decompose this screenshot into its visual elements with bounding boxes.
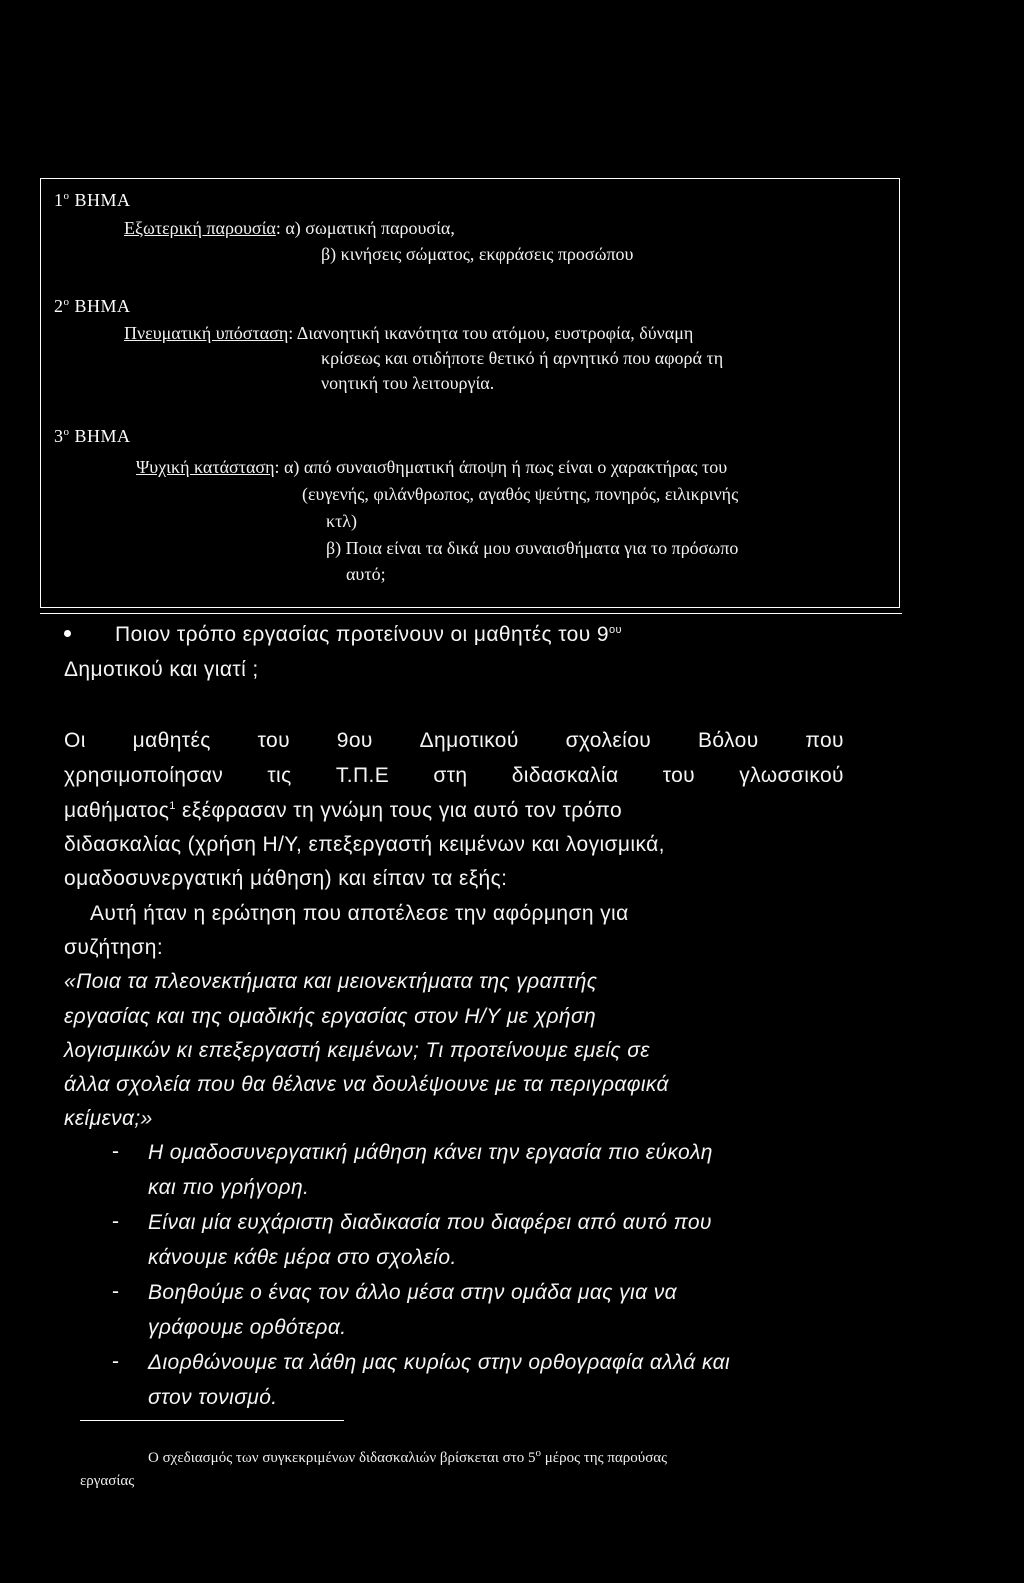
word: τις <box>267 764 292 787</box>
word: διδασκαλία <box>511 764 619 787</box>
paragraph1-line3: μαθήματος$^1$ εξέφρασαν τη γνώμη τους για αυτό τον τρόπο <box>64 799 623 822</box>
dash-item-1-line2: και πιο γρήγορη. <box>148 1176 310 1199</box>
dash-item-4-line1: Διορθώνουμε τα λάθη μας κυρίως στην ορθογραφία αλλά και <box>148 1351 731 1374</box>
word: του <box>662 764 696 787</box>
step3-line5: αυτό; <box>346 564 386 584</box>
paragraph2-line1: Αυτή ήταν η ερώτηση που αποτέλεσε την αφόρμηση για <box>90 902 629 925</box>
step1-heading: $1^o$ ΒΗΜΑ <box>54 190 131 210</box>
question-line1: Ποιον τρόπο εργασίας προτείνουν οι μαθητές του $9^{o\upsilon}$ <box>115 623 622 646</box>
quote-line3: λογισμικών κι επεξεργαστή κειμένων; Τι προτείνουμε εμείς σε <box>64 1039 650 1062</box>
step3-label: Ψυχική κατάσταση <box>136 457 275 477</box>
word: σχολείου <box>565 729 652 752</box>
dash-item-1-line1: Η ομαδοσυνεργατική μάθηση κάνει την εργασία πιο εύκολη <box>148 1141 713 1164</box>
quote-line2: εργασίας και της ομαδικής εργασίας στον Η/Υ με χρήση <box>64 1005 597 1028</box>
word: Βόλου <box>697 729 759 752</box>
question-line2: Δημοτικού και γιατί ; <box>64 658 259 681</box>
word: 9ου <box>336 729 373 752</box>
dash-item-2-line2: κάνουμε κάθε μέρα στο σχολείο. <box>148 1246 457 1269</box>
word: χρησιμοποίησαν <box>64 764 224 787</box>
word: Οι <box>64 729 86 752</box>
word: που <box>805 729 844 752</box>
paragraph1-line1 <box>64 728 844 754</box>
step2-heading: $2^o$ ΒΗΜΑ <box>54 296 131 316</box>
step2-label: Πνευματική υπόσταση <box>124 323 289 343</box>
word: γλωσσικού <box>739 764 844 787</box>
dash-item-1-marker: - <box>112 1140 119 1163</box>
step1-label: Εξωτερική παρουσία <box>124 218 276 238</box>
dash-item-3-marker: - <box>112 1280 119 1303</box>
dash-item-2-marker: - <box>112 1210 119 1233</box>
word: του <box>257 729 290 752</box>
step3-heading: $3^o$ ΒΗΜΑ <box>54 426 131 446</box>
paragraph2-line2: συζήτηση: <box>64 936 164 959</box>
quote-line4: άλλα σχολεία που θα θέλανε να δουλέψουνε με τα περιγραφικά <box>64 1073 669 1096</box>
dash-item-2-line1: Είναι μία ευχάριστη διαδικασία που διαφέρει από αυτό που <box>148 1211 712 1234</box>
dash-item-3-line2: γράφουμε ορθότερα. <box>148 1316 347 1339</box>
bullet-icon <box>64 630 71 637</box>
step2-line2: κρίσεως και οτιδήποτε θετικό ή αρνητικό που αφορά τη <box>321 348 724 368</box>
paragraph1-line2 <box>64 763 844 789</box>
step1-line2: β) κινήσεις σώματος, εκφράσεις προσώπου <box>321 244 634 264</box>
paragraph1-line4: διδασκαλίας (χρήση Η/Υ, επεξεργαστή κειμένων και λογισμικά, <box>64 833 665 856</box>
word: Δημοτικού <box>419 729 519 752</box>
word: μαθητές <box>132 729 211 752</box>
dash-item-3-line1: Βοηθούμε ο ένας τον άλλο μέσα στην ομάδα μας για να <box>148 1281 677 1304</box>
word: στη <box>433 764 468 787</box>
step1-line1: Εξωτερική παρουσία: α) σωματική παρουσία, <box>124 218 455 238</box>
step3-line1: Ψυχική κατάσταση: α) από συναισθηματική άποψη ή πως είναι ο χαρακτήρας του <box>136 457 728 477</box>
step2-line1: Πνευματική υπόσταση: Διανοητική ικανότητα του ατόμου, ευστροφία, δύναμη <box>124 323 694 343</box>
step3-line2: (ευγενής, φιλάνθρωπος, αγαθός ψεύτης, πονηρός, ειλικρινής <box>302 484 739 504</box>
quote-line5: κείμενα;» <box>64 1107 153 1130</box>
dash-item-4-line2: στον τονισμό. <box>148 1386 278 1409</box>
step2-line3: νοητική του λειτουργία. <box>321 373 495 393</box>
word: Τ.Π.Ε <box>335 764 390 787</box>
quote-line1: «Ποια τα πλεονεκτήματα και μειονεκτήματα της γραπτής <box>64 970 598 993</box>
footnote-line2: εργασίας <box>80 1473 135 1489</box>
footnote-rule <box>80 1420 344 1421</box>
paragraph1-line5: ομαδοσυνεργατική μάθηση) και είπαν τα εξής: <box>64 867 508 890</box>
footnote-line1: Ο σχεδιασμός των συγκεκριμένων διδασκαλιών βρίσκεται στο $5^o$ μέρος της παρούσας <box>148 1447 668 1466</box>
step3-line3: κτλ) <box>326 511 358 531</box>
box-bottom-rule <box>40 613 902 614</box>
step3-line4: β) Ποια είναι τα δικά μου συναισθήματα για το πρόσωπο <box>326 538 739 558</box>
dash-item-4-marker: - <box>112 1350 119 1373</box>
